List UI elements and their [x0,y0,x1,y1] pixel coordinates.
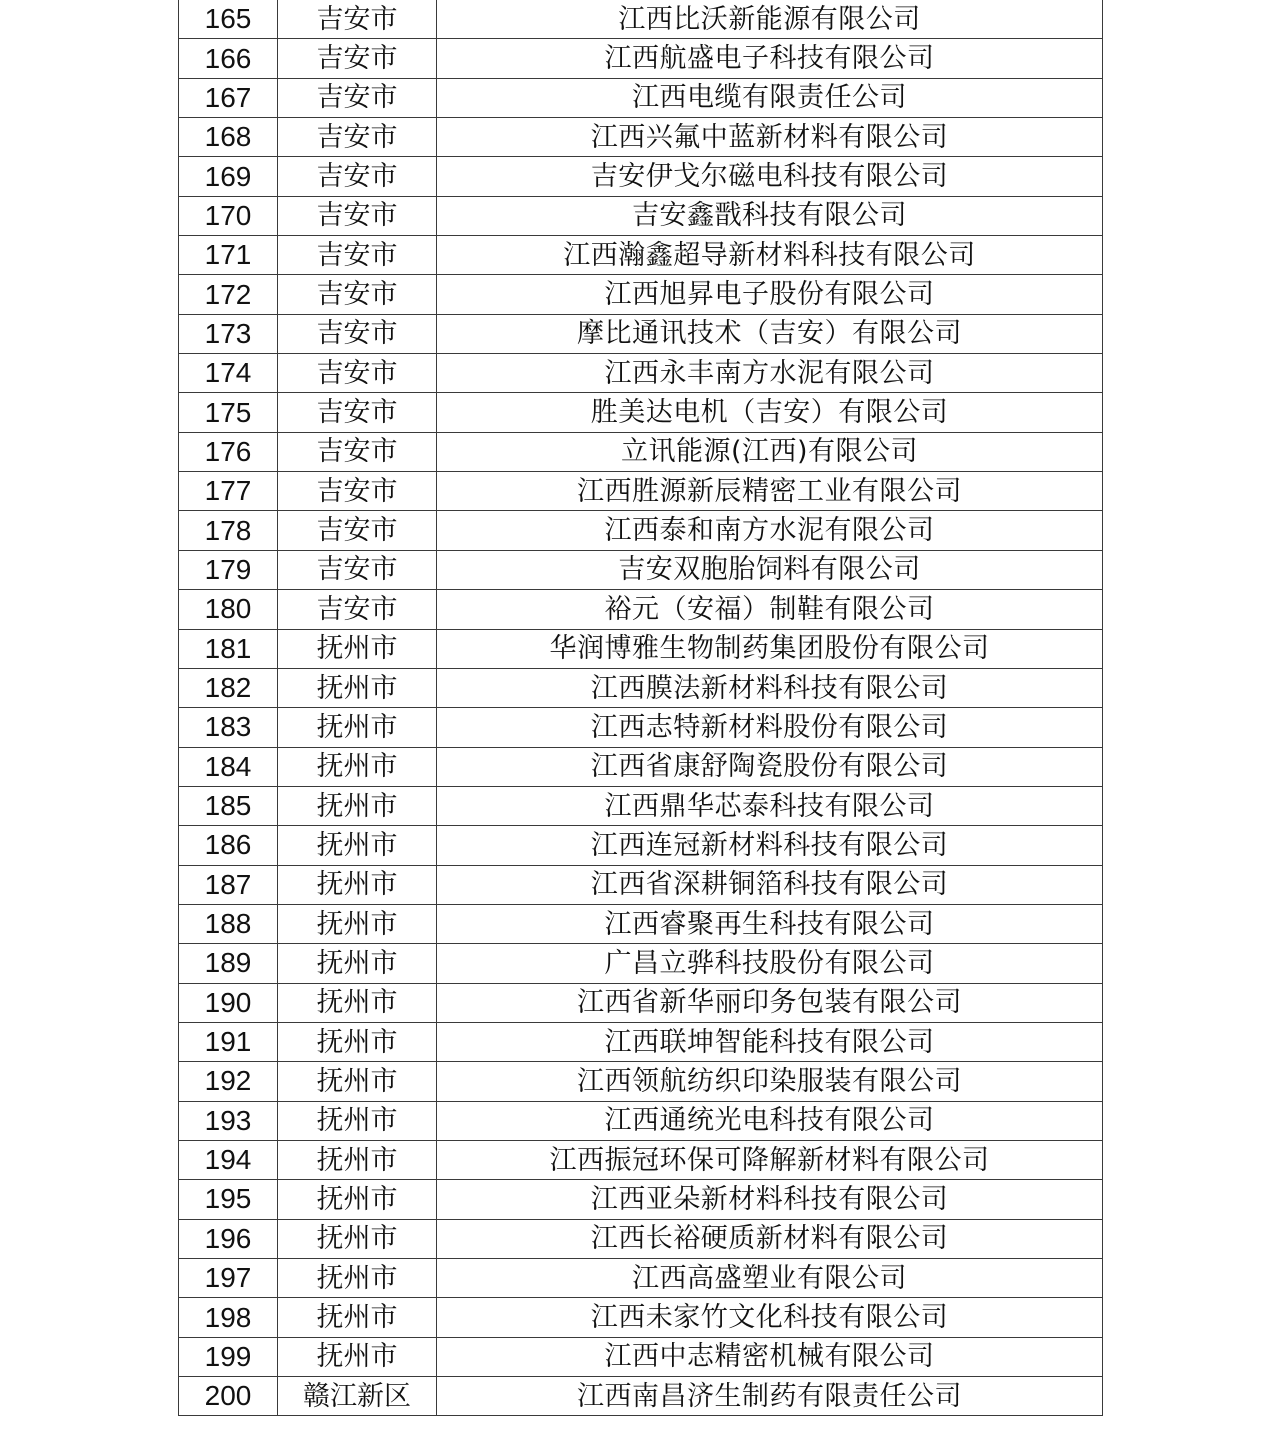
company-name-cell: 江西泰和南方水泥有限公司 [437,511,1103,550]
city-cell: 吉安市 [278,393,437,432]
city-cell: 抚州市 [278,1140,437,1179]
row-number-cell: 182 [179,668,278,707]
city-cell: 赣江新区 [278,1377,437,1416]
city-cell: 抚州市 [278,904,437,943]
company-name-cell: 裕元（安福）制鞋有限公司 [437,590,1103,629]
row-number-cell: 167 [179,78,278,117]
table-row [179,157,1103,196]
row-number-cell: 195 [179,1180,278,1219]
table-row [179,1298,1103,1337]
company-name-cell: 江西鼎华芯泰科技有限公司 [437,786,1103,825]
company-name-cell: 江西兴氟中蓝新材料有限公司 [437,118,1103,157]
table-row [179,236,1103,275]
row-number-cell: 200 [179,1377,278,1416]
row-number-cell: 173 [179,314,278,353]
company-name-cell: 江西睿聚再生科技有限公司 [437,904,1103,943]
table-row [179,1377,1103,1416]
city-cell: 抚州市 [278,944,437,983]
company-name-cell: 江西振冠环保可降解新材料有限公司 [437,1140,1103,1179]
company-name-cell: 江西高盛塑业有限公司 [437,1259,1103,1298]
company-name-cell: 摩比通讯技术（吉安）有限公司 [437,314,1103,353]
table-row [179,432,1103,471]
table-row [179,118,1103,157]
city-cell: 吉安市 [278,472,437,511]
city-cell: 抚州市 [278,747,437,786]
company-name-cell: 江西南昌济生制药有限责任公司 [437,1377,1103,1416]
city-cell: 抚州市 [278,1062,437,1101]
city-cell: 吉安市 [278,550,437,589]
row-number-cell: 168 [179,118,278,157]
row-number-cell: 176 [179,432,278,471]
city-cell: 吉安市 [278,157,437,196]
table-row [179,78,1103,117]
city-cell: 吉安市 [278,236,437,275]
company-name-cell: 吉安双胞胎饲料有限公司 [437,550,1103,589]
city-cell: 抚州市 [278,1219,437,1258]
row-number-cell: 185 [179,786,278,825]
table-row [179,511,1103,550]
company-name-cell: 江西省康舒陶瓷股份有限公司 [437,747,1103,786]
table-row [179,590,1103,629]
table-row [179,629,1103,668]
company-name-cell: 江西通统光电科技有限公司 [437,1101,1103,1140]
company-name-cell: 江西联坤智能科技有限公司 [437,1022,1103,1061]
city-cell: 抚州市 [278,629,437,668]
city-cell: 吉安市 [278,511,437,550]
city-cell: 吉安市 [278,39,437,78]
table-row [179,944,1103,983]
company-name-cell: 江西连冠新材料科技有限公司 [437,826,1103,865]
company-list-table-container [178,0,1102,1416]
company-name-cell: 胜美达电机（吉安）有限公司 [437,393,1103,432]
row-number-cell: 172 [179,275,278,314]
table-row [179,275,1103,314]
table-row [179,1337,1103,1376]
row-number-cell: 199 [179,1337,278,1376]
company-name-cell: 江西航盛电子科技有限公司 [437,39,1103,78]
table-row [179,983,1103,1022]
row-number-cell: 169 [179,157,278,196]
city-cell: 抚州市 [278,1022,437,1061]
row-number-cell: 190 [179,983,278,1022]
row-number-cell: 184 [179,747,278,786]
row-number-cell: 198 [179,1298,278,1337]
table-row [179,550,1103,589]
row-number-cell: 181 [179,629,278,668]
company-name-cell: 立讯能源(江西)有限公司 [437,432,1103,471]
table-row [179,0,1103,39]
row-number-cell: 189 [179,944,278,983]
city-cell: 抚州市 [278,668,437,707]
company-name-cell: 江西亚朵新材料科技有限公司 [437,1180,1103,1219]
table-row [179,354,1103,393]
company-name-cell: 华润博雅生物制药集团股份有限公司 [437,629,1103,668]
company-name-cell: 江西领航纺织印染服装有限公司 [437,1062,1103,1101]
city-cell: 吉安市 [278,118,437,157]
row-number-cell: 188 [179,904,278,943]
city-cell: 吉安市 [278,590,437,629]
company-name-cell: 江西膜法新材料科技有限公司 [437,668,1103,707]
city-cell: 吉安市 [278,0,437,39]
table-row [179,1101,1103,1140]
row-number-cell: 174 [179,354,278,393]
company-name-cell: 江西省深耕铜箔科技有限公司 [437,865,1103,904]
company-name-cell: 江西省新华丽印务包装有限公司 [437,983,1103,1022]
city-cell: 吉安市 [278,196,437,235]
table-row [179,1062,1103,1101]
company-list-body [179,0,1103,1416]
city-cell: 吉安市 [278,432,437,471]
row-number-cell: 191 [179,1022,278,1061]
row-number-cell: 171 [179,236,278,275]
table-row [179,314,1103,353]
table-row [179,1022,1103,1061]
city-cell: 抚州市 [278,1180,437,1219]
table-row [179,39,1103,78]
city-cell: 抚州市 [278,1298,437,1337]
table-row [179,904,1103,943]
city-cell: 抚州市 [278,983,437,1022]
table-row [179,786,1103,825]
company-name-cell: 江西旭昇电子股份有限公司 [437,275,1103,314]
company-name-cell: 吉安伊戈尔磁电科技有限公司 [437,157,1103,196]
row-number-cell: 170 [179,196,278,235]
table-row [179,393,1103,432]
city-cell: 抚州市 [278,708,437,747]
row-number-cell: 177 [179,472,278,511]
city-cell: 抚州市 [278,1337,437,1376]
company-list-table [178,0,1103,1416]
row-number-cell: 196 [179,1219,278,1258]
table-row [179,1259,1103,1298]
table-row [179,708,1103,747]
company-name-cell: 江西永丰南方水泥有限公司 [437,354,1103,393]
city-cell: 抚州市 [278,826,437,865]
table-row [179,865,1103,904]
city-cell: 抚州市 [278,865,437,904]
city-cell: 抚州市 [278,1259,437,1298]
table-row [179,668,1103,707]
row-number-cell: 197 [179,1259,278,1298]
table-row [179,1219,1103,1258]
row-number-cell: 186 [179,826,278,865]
city-cell: 吉安市 [278,78,437,117]
table-row [179,196,1103,235]
table-row [179,747,1103,786]
city-cell: 吉安市 [278,275,437,314]
row-number-cell: 175 [179,393,278,432]
row-number-cell: 183 [179,708,278,747]
company-name-cell: 江西未家竹文化科技有限公司 [437,1298,1103,1337]
company-name-cell: 吉安鑫戬科技有限公司 [437,196,1103,235]
row-number-cell: 165 [179,0,278,39]
company-name-cell: 江西中志精密机械有限公司 [437,1337,1103,1376]
city-cell: 抚州市 [278,1101,437,1140]
row-number-cell: 166 [179,39,278,78]
city-cell: 吉安市 [278,314,437,353]
table-row [179,472,1103,511]
company-name-cell: 江西电缆有限责任公司 [437,78,1103,117]
row-number-cell: 192 [179,1062,278,1101]
company-name-cell: 江西长裕硬质新材料有限公司 [437,1219,1103,1258]
row-number-cell: 178 [179,511,278,550]
row-number-cell: 180 [179,590,278,629]
row-number-cell: 179 [179,550,278,589]
company-name-cell: 江西胜源新辰精密工业有限公司 [437,472,1103,511]
company-name-cell: 江西比沃新能源有限公司 [437,0,1103,39]
company-name-cell: 江西志特新材料股份有限公司 [437,708,1103,747]
row-number-cell: 187 [179,865,278,904]
table-row [179,1180,1103,1219]
row-number-cell: 193 [179,1101,278,1140]
city-cell: 抚州市 [278,786,437,825]
company-name-cell: 江西瀚鑫超导新材料科技有限公司 [437,236,1103,275]
row-number-cell: 194 [179,1140,278,1179]
company-name-cell: 广昌立骅科技股份有限公司 [437,944,1103,983]
table-row [179,1140,1103,1179]
city-cell: 吉安市 [278,354,437,393]
table-row [179,826,1103,865]
